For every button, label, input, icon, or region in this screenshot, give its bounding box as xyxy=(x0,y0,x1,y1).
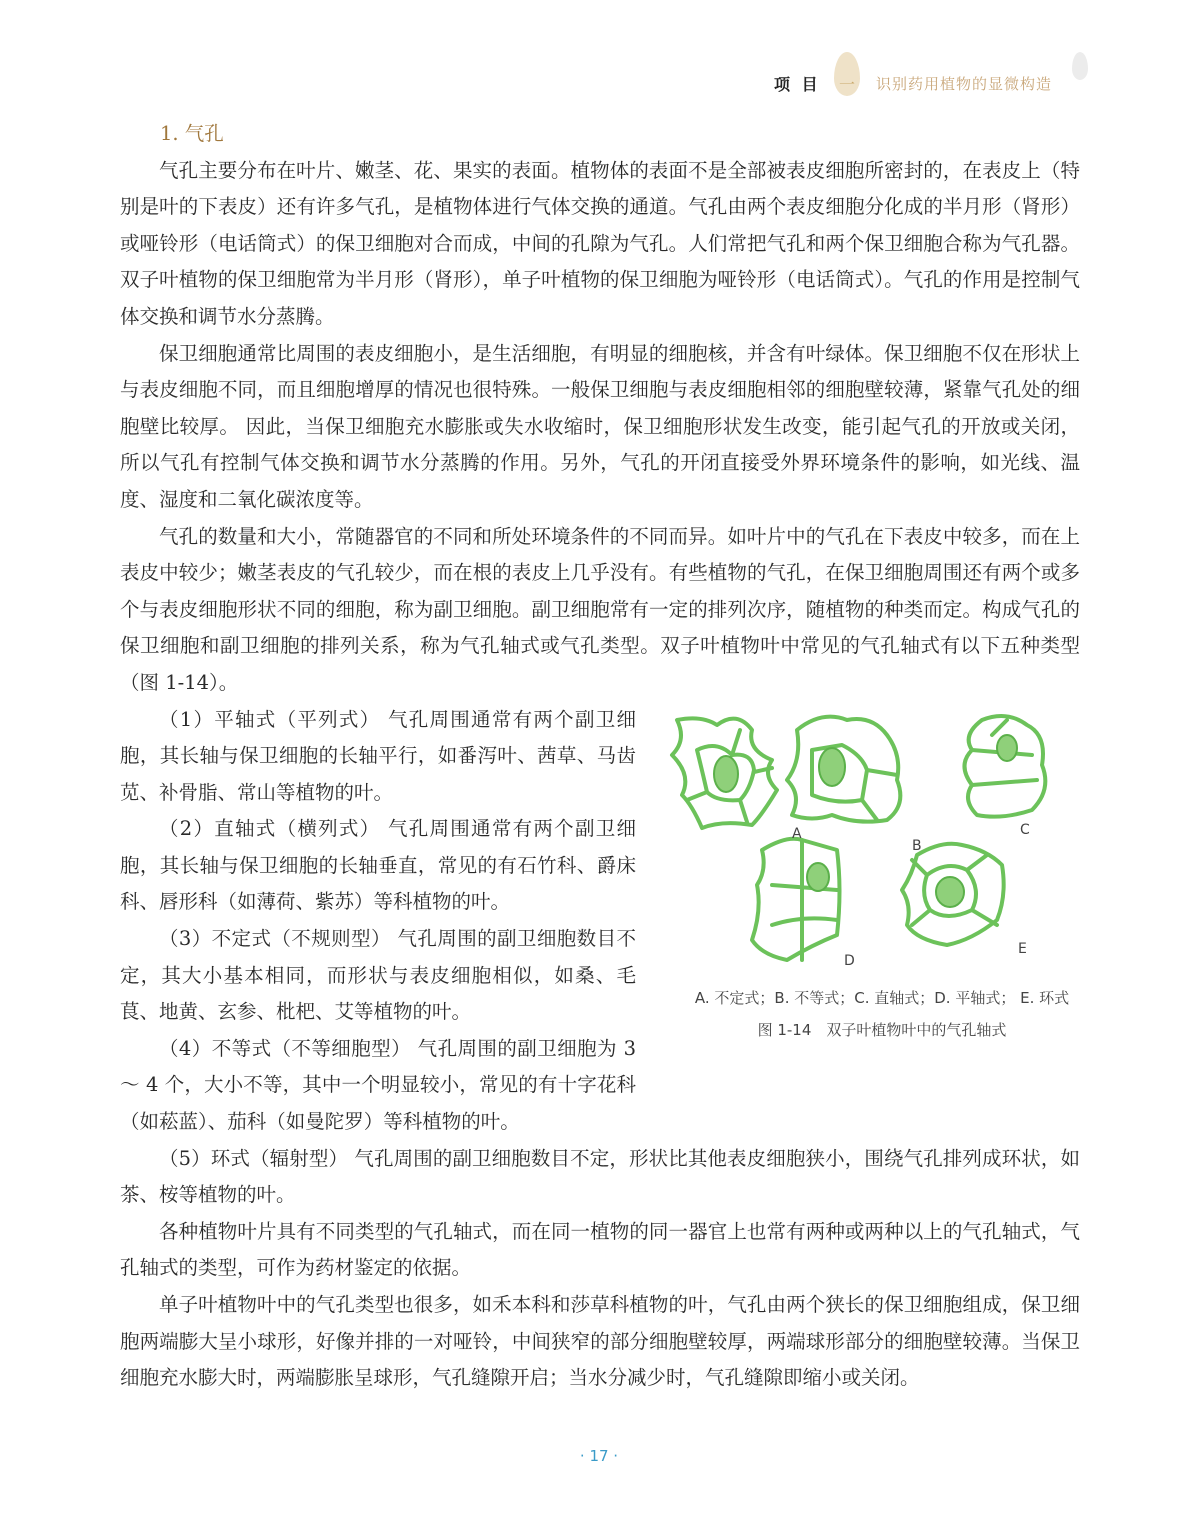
figure-legend: A. 不定式；B. 不等式；C. 直轴式；D. 平轴式； E. 环式 xyxy=(694,988,1070,1007)
section-title: 1. 气孔 xyxy=(160,122,224,145)
running-header xyxy=(0,70,1198,100)
page-number: · 17 · xyxy=(579,1447,619,1465)
drop-decoration xyxy=(1072,52,1088,80)
paragraph: 气孔主要分布在叶片、嫩茎、花、果实的表面。植物体的表面不是全部被表皮细胞所密封的，在表皮上（特别是叶的下表皮）还有许多气孔，是植物体进行气体交换的通道。气孔由两个表皮细胞分化成的半月形（肾形）或哑铃形（电话筒式）的保卫细胞对合而成，中间的孔隙为气孔。人们常把气孔和两个保卫细胞合称为气孔器。双子叶植物的保卫细胞常为半月形（肾形），单子叶植物的保卫细胞为哑铃形（电话筒式）。气孔的作用是控制气体交换和调节水分蒸腾。 xyxy=(120,158,1080,328)
paragraph: 各种植物叶片具有不同类型的气孔轴式，而在同一植物的同一器官上也常有两种或两种以上的气孔轴式，气孔轴式的类型，可作为药材鉴定的依据。 xyxy=(120,1219,1080,1280)
project-label: 项 目 xyxy=(774,75,821,94)
paragraph: （2）直轴式（横列式） 气孔周围通常有两个副卫细胞，其长轴与保卫细胞的长轴垂直，常见的有石竹科、爵床科、唇形科（如薄荷、紫苏）等科植物的叶。 xyxy=(120,817,636,914)
stomata-illustration xyxy=(662,710,1102,980)
paragraph: 保卫细胞通常比周围的表皮细胞小，是生活细胞，有明显的细胞核，并含有叶绿体。保卫细胞不仅在形状上与表皮细胞不同，而且细胞增厚的情况也很特殊。一般保卫细胞与表皮细胞相邻的细胞壁较薄，紧靠气孔处的细胞壁比较厚。 因此，当保卫细胞充水膨胀或失水收缩时，保卫细胞形状发生改变，能引起气孔的开放或关闭，所以气孔有控制气体交换和调节水分蒸腾的作用。另外，气孔的开闭直接受外界环境条件的影响，如光线、温度、湿度和二氧化碳浓度等。 xyxy=(120,341,1080,511)
paragraph: 气孔的数量和大小，常随器官的不同和所处环境条件的不同而异。如叶片中的气孔在下表皮中较多，而在上表皮中较少；嫩茎表皮的气孔较少，而在根的表皮上几乎没有。有些植物的气孔，在保卫细胞周围还有两个或多个与表皮细胞形状不同的细胞，称为副卫细胞。副卫细胞常有一定的排列次序，随植物的种类而定。构成气孔的保卫细胞和副卫细胞的排列关系，称为气孔轴式或气孔类型。双子叶植物叶中常见的气孔轴式有以下五种类型（图 1-14）。 xyxy=(120,524,1080,694)
paragraph: （5）环式（辐射型） 气孔周围的副卫细胞数目不定，形状比其他表皮细胞狭小，围绕气孔排列成环状，如茶、桉等植物的叶。 xyxy=(120,1146,1080,1207)
chapter-title: 识别药用植物的显微构造 xyxy=(876,75,1053,93)
figure-label-e: E xyxy=(1018,940,1027,957)
project-number: 一 xyxy=(839,75,856,94)
paragraph: 单子叶植物叶中的气孔类型也很多，如禾本科和莎草科植物的叶，气孔由两个狭长的保卫细胞组成，保卫细胞两端膨大呈小球形，好像并排的一对哑铃，中间狭窄的部分细胞壁较厚，两端球形部分的细胞壁较薄。当保卫细胞充水膨大时，两端膨胀呈球形，气孔缝隙开启；当水分减少时，气孔缝隙即缩小或关闭。 xyxy=(120,1293,1080,1390)
figure-caption: 图 1-14 双子叶植物叶中的气孔轴式 xyxy=(757,1020,1007,1039)
figure-label-c: C xyxy=(1020,821,1030,838)
figure-1-14 xyxy=(662,710,1102,1072)
figure-label-b: B xyxy=(912,837,922,854)
paragraph: （3）不定式（不规则型） 气孔周围的副卫细胞数目不定，其大小基本相同，而形状与表皮细胞相似，如桑、毛茛、地黄、玄参、枇杷、艾等植物的叶。 xyxy=(120,927,636,1024)
paragraph: （1）平轴式（平列式） 气孔周围通常有两个副卫细胞，其长轴与保卫细胞的长轴平行，如番泻叶、茜草、马齿苋、补骨脂、常山等植物的叶。 xyxy=(120,707,636,804)
body-text xyxy=(120,116,1080,1397)
figure-label-d: D xyxy=(844,952,855,969)
figure-label-a: A xyxy=(792,825,802,842)
paragraph: （4）不等式（不等细胞型） 气孔周围的副卫细胞为 3 ～ 4 个，大小不等，其中一个明显较小，常见的有十字花科（如菘蓝）、茄科（如曼陀罗）等科植物的叶。 xyxy=(120,1036,636,1134)
